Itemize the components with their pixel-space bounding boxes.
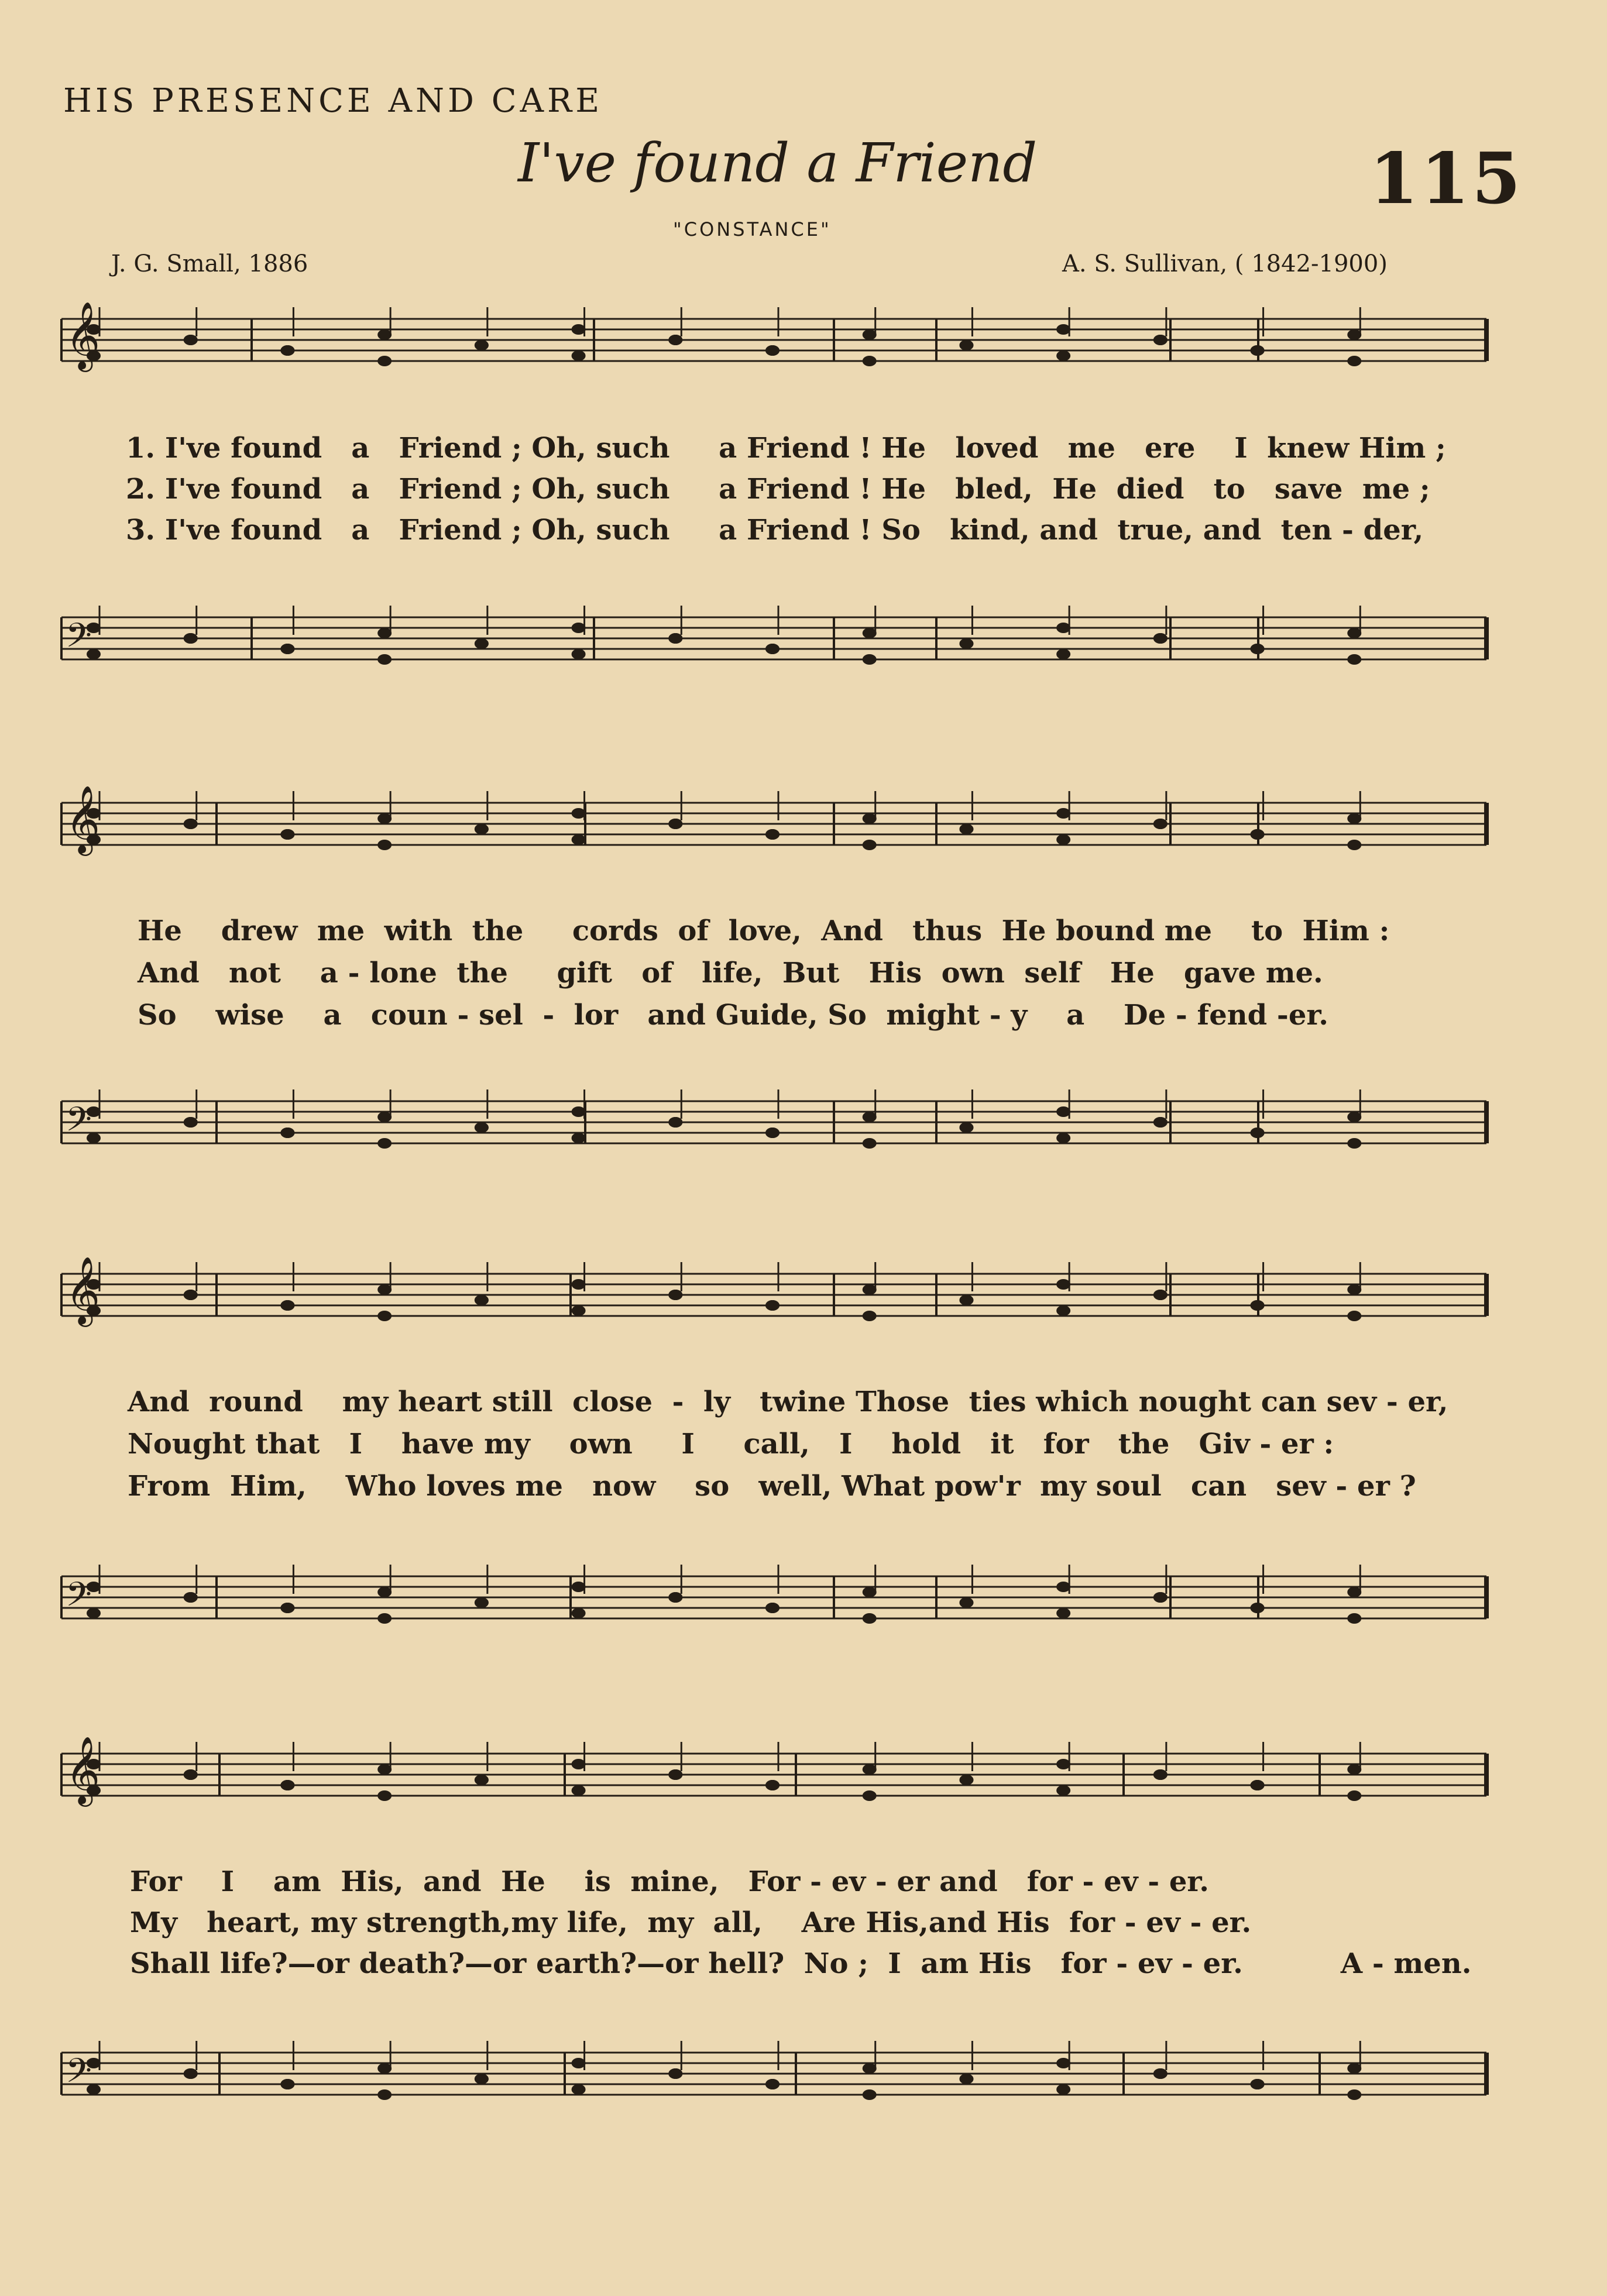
lyric-line: And round my heart still close - ly twine Those ties which nought can sev - er, [128, 1386, 1448, 1418]
lyric-line: Nought that I have my own I call, I hold it for the Giv - er : [128, 1428, 1334, 1460]
lyric-line: So wise a coun - sel - lor and Guide, So might - y a De - fend -er. [138, 999, 1328, 1032]
svg-text:𝄞: 𝄞 [66, 785, 101, 853]
lyric-line: Shall life?—or death?—or earth?—or hell? No ; I am His for - ev - er. A - men. [130, 1947, 1472, 1980]
lyric-line: He drew me with the cords of love, And thus He bound me to Him : [138, 915, 1390, 947]
svg-text:𝄢: 𝄢 [66, 1575, 92, 1623]
lyric-line: My heart, my strength,my life, my all, Are His,and His for - ev - er. [130, 1906, 1252, 1939]
lyric-line: For I am His, and He is mine, For - ev - er and for - ev - er. [130, 1865, 1209, 1898]
svg-text:𝄢: 𝄢 [66, 1099, 92, 1147]
svg-text:𝄢: 𝄢 [66, 2051, 92, 2099]
lyricist-credit: J. G. Small, 1886 [111, 250, 308, 277]
hymn-title: I've found a Friend [518, 132, 1038, 194]
lyric-line: 3. I've found a Friend ; Oh, such a Friend ! So kind, and true, and ten - der, [126, 514, 1424, 546]
lyric-line: And not a - lone the gift of life, But His own self He gave me. [138, 957, 1323, 989]
lyric-line: 2. I've found a Friend ; Oh, such a Friend ! He bled, He died to save me ; [126, 473, 1430, 506]
svg-text:𝄞: 𝄞 [66, 301, 101, 369]
section-heading: HIS PRESENCE AND CARE [63, 82, 603, 120]
lyric-line: From Him, Who loves me now so well, What pow'r my soul can sev - er ? [128, 1470, 1416, 1503]
hymn-number: 115 [1369, 138, 1523, 220]
svg-text:𝄞: 𝄞 [66, 1256, 101, 1324]
lyric-line: 1. I've found a Friend ; Oh, such a Friend ! He loved me ere I knew Him ; [126, 432, 1446, 465]
svg-text:𝄞: 𝄞 [66, 1735, 101, 1804]
tune-name: "CONSTANCE" [673, 218, 832, 240]
composer-credit: A. S. Sullivan, ( 1842-1900) [1062, 250, 1388, 277]
svg-text:𝄢: 𝄢 [66, 616, 92, 664]
